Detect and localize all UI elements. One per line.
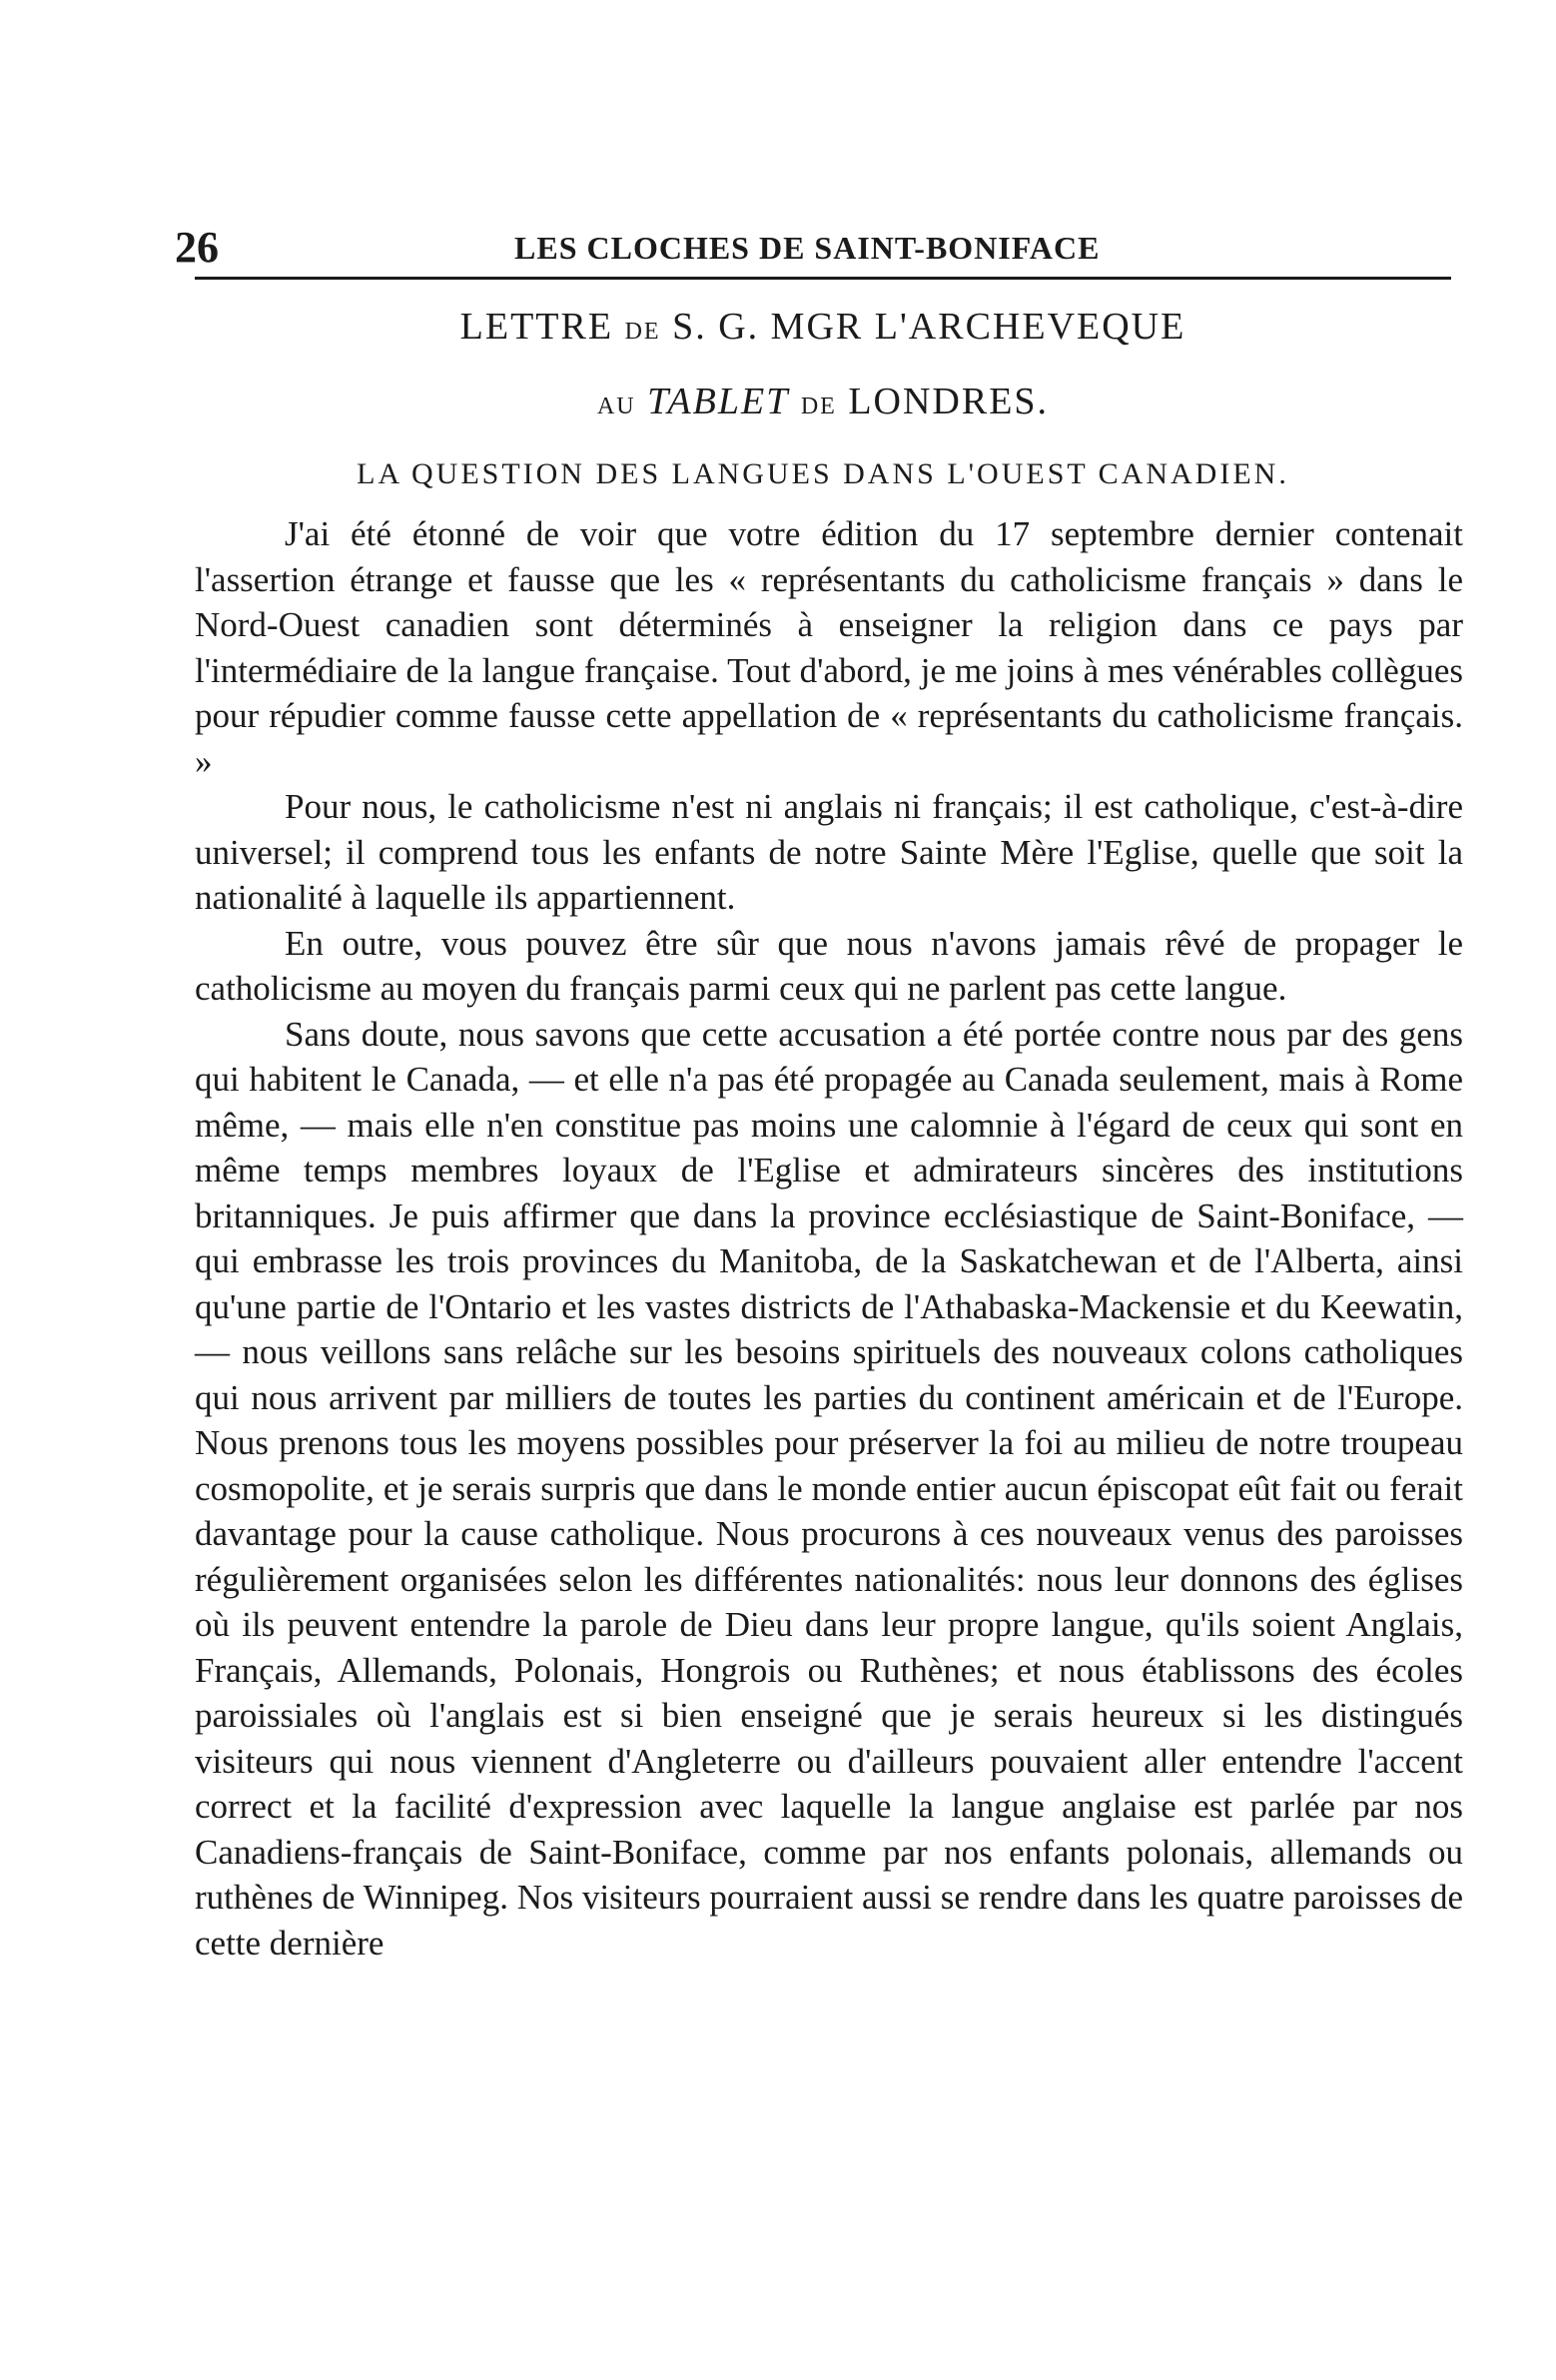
header-rule: [195, 277, 1451, 280]
paragraph-3: En outre, vous pouvez être sûr que nous n'avons jamais rêvé de propager le catholicisme au moyen du français parmi ceux qui ne parlent pas cette langue.: [195, 923, 1463, 1008]
paragraph-1: J'ai été étonné de voir que votre édition du 17 septembre dernier contenait l'assertion étrange et fausse que les « représentants du catholicisme français » dans le Nord-Ouest canadien sont déterminés à enseigner la religion dans ce pays par l'intermédiaire de la langue française. Tout d'abord, je me joins à mes vénérables collègues pour répudier comme fausse cette appellation de « représentants du catholicisme français. »: [195, 514, 1463, 781]
title-word-tablet: TABLET: [647, 381, 790, 422]
title-word-londres: LONDRES.: [848, 381, 1050, 422]
letter-title-line-2: [195, 380, 1451, 423]
paragraph-4: Sans doute, nous savons que cette accusation a été portée contre nous par des gens qui habitent le Canada, — et elle n'a pas été propagée au Canada seulement, mais à Rome même, — mais elle n'en constitue pas moins une calomnie à l'égard de ceux qui sont en même temps membres loyaux de l'Eglise et admirateurs sincères des institutions britanniques. Je puis affirmer que dans la province ecclésiastique de Saint-Boniface, — qui embrasse les trois provinces du Manitoba, de la Saskatchewan et de l'Alberta, ainsi qu'une partie de l'Ontario et les vastes districts de l'Athabaska-Mackensie et du Keewatin, — nous veillons sans relâche sur les besoins spirituels des nouveaux colons catholiques qui nous arrivent par milliers de toutes les parties du continent américain et de l'Europe. Nous prenons tous les moyens possibles pour préserver la foi au milieu de notre troupeau cosmopolite, et je serais surpris que dans le monde entier aucun épiscopat eût fait ou ferait davantage pour la cause catholique. Nous procurons à ces nouveaux venus des paroisses régulièrement organisées selon les différentes nationalités: nous leur donnons des églises où ils peuvent entendre la parole de Dieu dans leur propre langue, qu'ils soient Anglais, Français, Allemands, Polonais, Hongrois ou Ruthènes; et nous établissons des écoles paroissiales où l'anglais est si bien enseigné que je serais heureux si les distingués visiteurs qui nous viennent d'Angleterre ou d'ailleurs pouvaient aller entendre l'accent correct et la facilité d'expression avec laquelle la langue anglaise est parlée par nos Canadiens-français de Saint-Boniface, comme par nos enfants polonais, allemands ou ruthènes de Winnipeg. Nos visiteurs pourraient aussi se rendre dans les quatre paroisses de cette dernière: [195, 1014, 1463, 1963]
letter-title-line-1: [195, 305, 1451, 349]
page-number: 26: [175, 223, 219, 272]
section-subtitle: LA QUESTION DES LANGUES DANS L'OUEST CANADIEN.: [357, 457, 1289, 490]
running-head: [175, 218, 1451, 278]
title-word-de: DE: [624, 319, 661, 345]
title-word-lettre: LETTRE: [459, 306, 614, 348]
title-archbishop: S. G. MGR L'ARCHEVEQUE: [672, 306, 1186, 348]
title-word-de-2: DE: [800, 394, 837, 419]
running-title: LES CLOCHES DE SAINT-BONIFACE: [514, 230, 1101, 266]
letter-body: [195, 511, 1463, 1966]
title-word-au: AU: [596, 394, 636, 419]
paragraph-2: Pour nous, le catholicisme n'est ni anglais ni français; il est catholique, c'est-à-dire universel; il comprend tous les enfants de notre Sainte Mère l'Eglise, quelle que soit la nationalité à laquelle ils appartiennent.: [195, 787, 1463, 917]
